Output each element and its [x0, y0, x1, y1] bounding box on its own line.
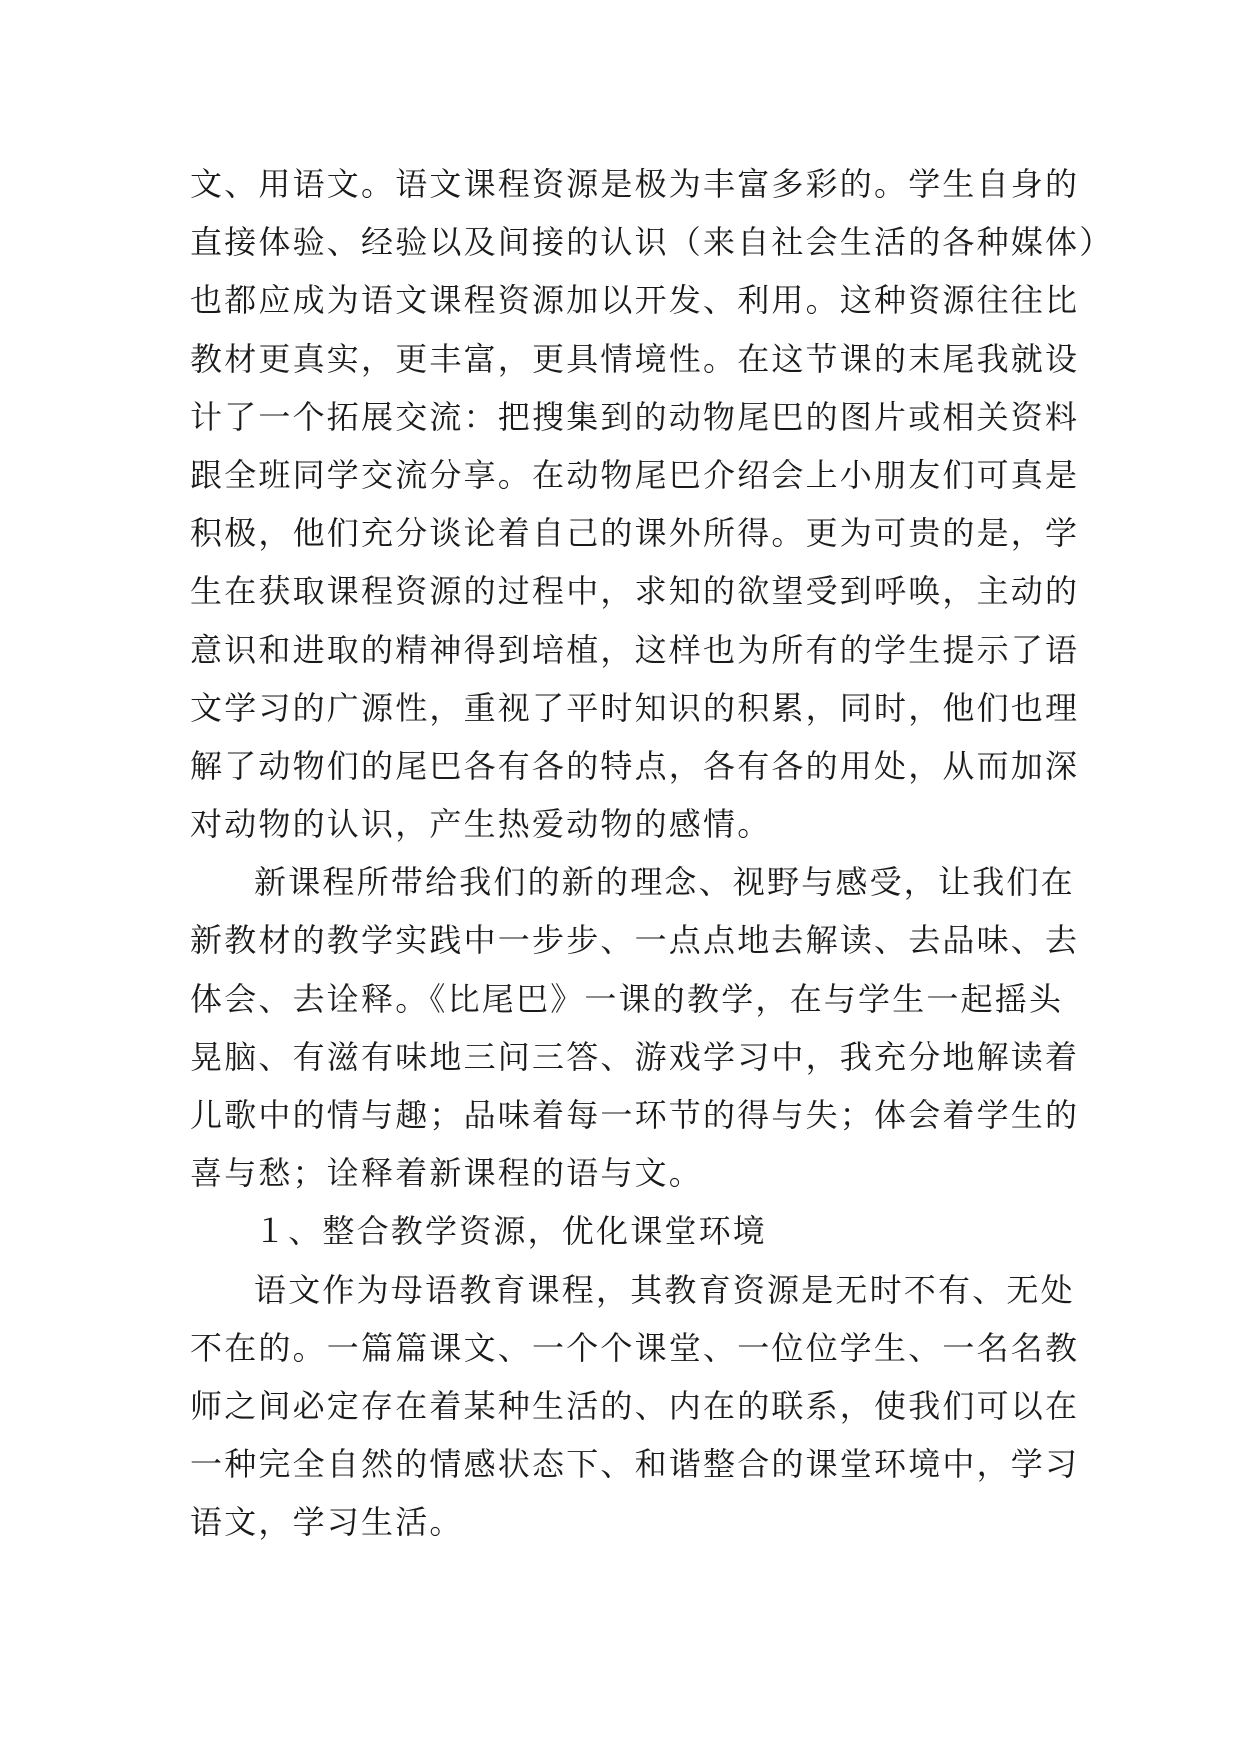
text-line: 跟全班同学交流分享。在动物尾巴介绍会上小朋友们可真是	[190, 455, 1080, 494]
paragraph	[190, 853, 1080, 1202]
text-line: 语文作为母语教育课程，其教育资源是无时不有、无处	[254, 1270, 1075, 1309]
text-line: 也都应成为语文课程资源加以开发、利用。这种资源往往比	[190, 281, 1080, 320]
text-line: 儿歌中的情与趣；品味着每一环节的得与失；体会着学生的	[190, 1096, 1080, 1134]
paragraph	[190, 1261, 1080, 1552]
text-line: 不在的。一篇篇课文、一个个课堂、一位位学生、一名名教	[190, 1328, 1080, 1367]
section-heading: １、整合教学资源，优化课堂环境	[254, 1212, 768, 1251]
text-line: 积极，他们充分谈论着自己的课外所得。更为可贵的是，学	[190, 514, 1080, 553]
text-line: 体会、去诠释。《比尾巴》一课的教学，在与学生一起摇头	[190, 979, 1064, 1018]
text-line: 生在获取课程资源的过程中，求知的欲望受到呼唤，主动的	[190, 572, 1080, 611]
text-line: 教材更真实，更丰富，更具情境性。在这节课的末尾我就设	[190, 339, 1080, 378]
body-text	[190, 155, 1114, 1552]
text-line: 计了一个拓展交流：把搜集到的动物尾巴的图片或相关资料	[190, 397, 1080, 436]
text-line: 对动物的认识，产生热爱动物的感情。	[190, 805, 772, 844]
text-line: 直接体验、经验以及间接的认识（来自社会生活的各种媒体）	[190, 223, 1114, 262]
text-line: 新教材的教学实践中一步步、一点点地去解读、去品味、去	[190, 921, 1080, 960]
text-line: 师之间必定存在着某种生活的、内在的联系，使我们可以在	[190, 1386, 1080, 1425]
text-line: 晃脑、有滋有味地三问三答、游戏学习中，我充分地解读着	[190, 1037, 1080, 1076]
text-line: 一种完全自然的情感状态下、和谐整合的课堂环境中，学习	[190, 1445, 1080, 1484]
text-line: 新课程所带给我们的新的理念、视野与感受，让我们在	[254, 863, 1075, 902]
text-line: 语文，学习生活。	[190, 1503, 464, 1542]
text-line: 文学习的广源性，重视了平时知识的积累，同时，他们也理	[190, 688, 1080, 727]
text-line: 意识和进取的精神得到培植，这样也为所有的学生提示了语	[190, 630, 1080, 669]
text-line: 文、用语文。语文课程资源是极为丰富多彩的。学生自身的	[190, 165, 1080, 203]
paragraph	[190, 155, 1114, 853]
text-line: 喜与愁；诠释着新课程的语与文。	[190, 1154, 704, 1193]
text-line: 解了动物们的尾巴各有各的特点，各有各的用处，从而加深	[190, 746, 1080, 785]
